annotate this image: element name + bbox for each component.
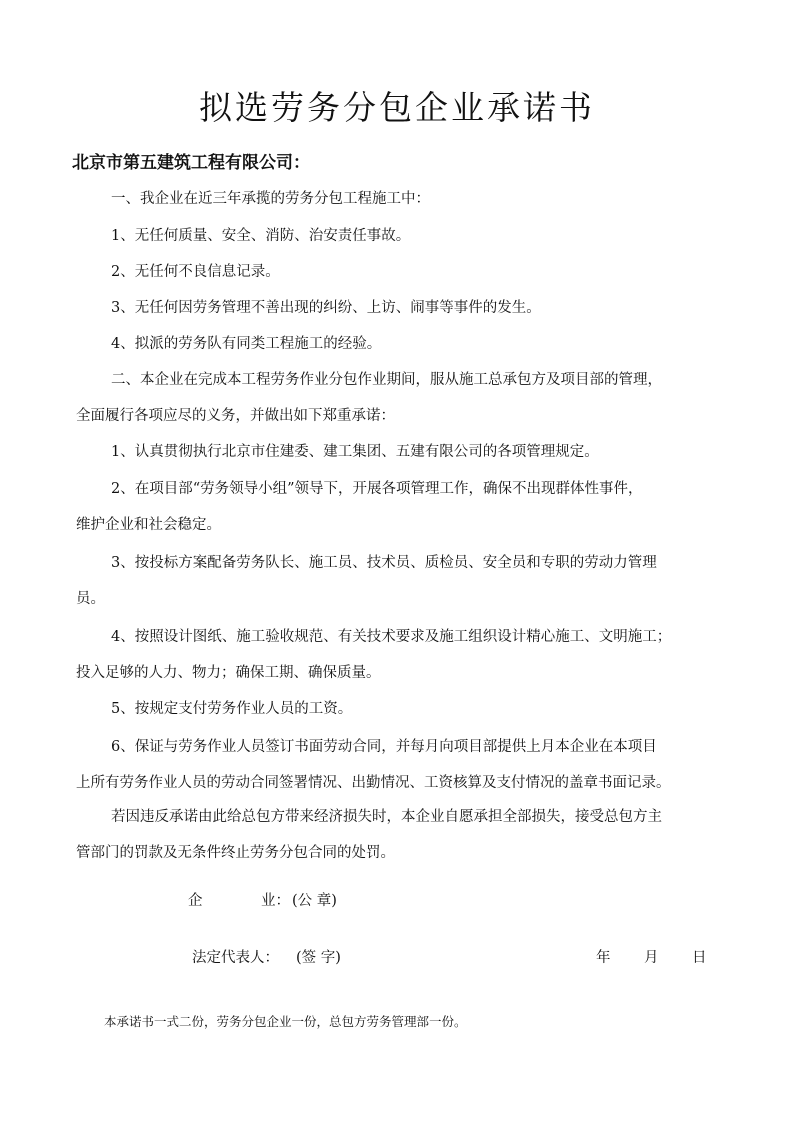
closing-line2: 管部门的罚款及无条件终止劳务分包合同的处罚。 — [76, 845, 395, 861]
section2-item-3-line2: 员。 — [76, 591, 105, 607]
date-day: 日 — [692, 950, 707, 966]
section2-item-2-line2: 维护企业和社会稳定。 — [76, 517, 221, 533]
section2-item-3-line1: 3、按投标方案配备劳务队长、施工员、技术员、质检员、安全员和专职的劳动力管理 — [111, 555, 657, 571]
section2-item-5: 5、按规定支付劳务作业人员的工资。 — [111, 701, 353, 717]
section1-item-4: 4、拟派的劳务队有同类工程施工的经验。 — [111, 336, 382, 352]
section1-intro: 一、我企业在近三年承揽的劳务分包工程施工中： — [111, 191, 430, 207]
legal-rep-sign: (签 字) — [296, 950, 341, 966]
section2-intro-line2: 全面履行各项应尽的义务，并做出如下郑重承诺： — [76, 408, 395, 424]
company-label-2: 业： — [261, 893, 290, 909]
legal-rep-label: 法定代表人： — [192, 950, 279, 966]
section2-item-2-line1: 2、在项目部“劳务领导小组”领导下，开展各项管理工作，确保不出现群体性事件， — [111, 481, 643, 497]
closing-line1: 若因违反承诺由此给总包方带来经济损失时，本企业自愿承担全部损失，接受总包方主 — [111, 809, 662, 825]
date-year: 年 — [596, 950, 611, 966]
document-title: 拟选劳务分包企业承诺书 — [199, 88, 595, 127]
section1-item-2: 2、无任何不良信息记录。 — [111, 264, 280, 280]
section2-item-6-line2: 上所有劳务作业人员的劳动合同签署情况、出勤情况、工资核算及支付情况的盖章书面记录。 — [76, 775, 671, 791]
company-label-1: 企 — [188, 893, 203, 909]
company-seal: (公 章) — [292, 893, 337, 909]
section1-item-3: 3、无任何因劳务管理不善出现的纠纷、上访、闹事等事件的发生。 — [111, 300, 541, 316]
recipient-line: 北京市第五建筑工程有限公司： — [72, 153, 310, 173]
section2-item-4-line2: 投入足够的人力、物力；确保工期、确保质量。 — [76, 665, 381, 681]
footnote: 本承诺书一式二份，劳务分包企业一份，总包方劳务管理部一份。 — [104, 1014, 467, 1029]
section2-item-4-line1: 4、按照设计图纸、施工验收规范、有关技术要求及施工组织设计精心施工、文明施工； — [111, 629, 672, 645]
section2-item-1: 1、认真贯彻执行北京市住建委、建工集团、五建有限公司的各项管理规定。 — [111, 444, 599, 460]
section2-intro-line1: 二、本企业在完成本工程劳务作业分包作业期间，服从施工总承包方及项目部的管理， — [111, 372, 662, 388]
date-month: 月 — [644, 950, 659, 966]
section1-item-1: 1、无任何质量、安全、消防、治安责任事故。 — [111, 228, 411, 244]
section2-item-6-line1: 6、保证与劳务作业人员签订书面劳动合同，并每月向项目部提供上月本企业在本项目 — [111, 739, 657, 755]
